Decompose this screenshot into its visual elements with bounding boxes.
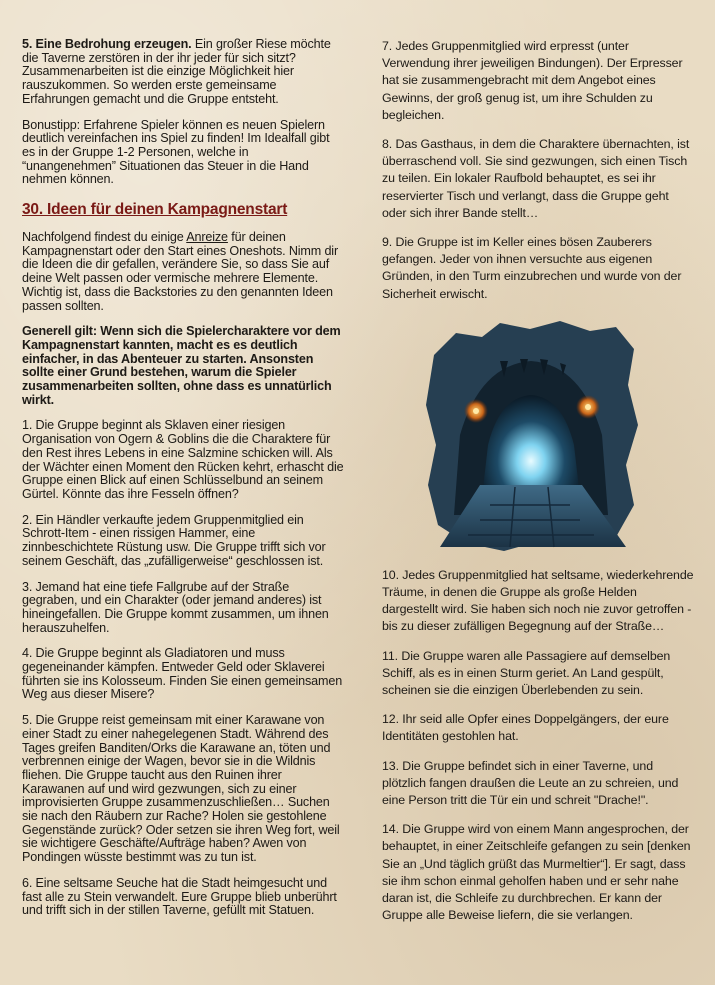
threat-text: Ein großer Riese möchte die Taverne zerstören in der ihr jeder für sich sitzt? Zusammenarbeiten ist die einzige Möglichkeit hier rauszukommen. So werden erste gemeinsame Erfahrungen gemacht und die Gruppe entsteht. xyxy=(22,37,331,106)
idea-item-7: 7. Jedes Gruppenmitglied wird erpresst (unter Verwendung ihrer jeweiligen Bindungen). Der Erpresser hat sie zusammengebracht mit dem Angebot eines Gewinns, der groß genug ist, um ihre Schulden zu begleichen. xyxy=(382,39,683,122)
idea-item-1: 1. Die Gruppe beginnt als Sklaven einer riesigen Organisation von Ogern & Goblins die die Charaktere für den Rest ihres Lebens in eine Salzmine schicken will. Als der Wächter einen Moment den Rücken kehrt, erhascht die Gruppe einen Blick auf einen Schlüsselbund an seinem Gürtel. Könnte das ihre Fesseln öffnen? xyxy=(22,418,344,501)
threat-title: 5. Eine Bedrohung erzeugen. xyxy=(22,37,192,51)
intro-text-b: für deinen Kampagnenstart oder den Start eines Oneshots. Nimm dir die Ideen die dir gefallen, verändere Sie, so dass Sie auf deine Welt passen oder vermische mehrere Elemente. Wichtig ist, dass die Backstories zu den genannten Ideen passen sollten. xyxy=(22,230,338,313)
idea-item-6: 6. Eine seltsame Seuche hat die Stadt heimgesucht und fast alle zu Stein verwandelt. Eure Gruppe blieb unberührt und trifft sich in der stillen Taverne, gefüllt mit Statuen. xyxy=(22,875,337,918)
section-heading: 30. Ideen für deinen Kampagnenstart xyxy=(22,201,288,219)
idea-item-12: 12. Ihr seid alle Opfer eines Doppelgängers, der eure Identitäten gestohlen hat. xyxy=(382,712,669,744)
idea-item-9: 9. Die Gruppe ist im Keller eines bösen Zauberers gefangen. Jeder von ihnen versuchte aus eigenen Gründen, in den Turm einzubrechen und wurde von der Sicherheit erwischt. xyxy=(382,235,682,301)
intro-text-a: Nachfolgend findest du einige xyxy=(22,230,187,245)
left-column xyxy=(22,38,344,930)
intro-paragraph xyxy=(22,231,344,313)
idea-item-8: 8. Das Gasthaus, in dem die Charaktere übernachten, ist überraschend voll. Sie sind gezwungen, sich einen Tisch zu teilen. Ein lokaler Raufbold behauptet, es sei ihr reservierter Tisch und verlangt, dass die Gruppe geht oder sich ihrer Bande stellt… xyxy=(382,137,690,220)
cave-illustration xyxy=(420,315,642,555)
idea-item-14: 14. Die Gruppe wird von einem Mann angesprochen, der behauptet, in einer Zeitschleife gefangen zu sein [denken Sie an „Und täglich grüßt das Murmeltier“]. Er sagt, dass sie ihm schon einmal geholfen haben und er sehr nahe daran ist, die Schleife zu durchbrechen. Er kann der Gruppe alle Beweise liefern, die sie verlangen. xyxy=(382,822,691,923)
general-rule-paragraph: Generell gilt: Wenn sich die Spielercharaktere vor dem Kampagnenstart kannten, macht es es deutlich einfacher, in das Abenteuer zu starten. Ansonsten sollte einer Grund bestehen, warum die Spieler zusammenarbeiten sollten, ohne dass es unnatürlich wirkt. xyxy=(22,324,341,407)
idea-item-3: 3. Jemand hat eine tiefe Fallgrube auf der Straße gegraben, und ein Charakter (oder jemand anderes) ist hineingefallen. Die Gruppe kommt zusammen, um ihnen herauszuhelfen. xyxy=(22,579,329,635)
idea-item-11: 11. Die Gruppe waren alle Passagiere auf demselben Schiff, als es in einen Sturm geriet. An Land gespült, scheinen sie die einzigen Überlebenden zu sein. xyxy=(382,648,671,698)
right-column xyxy=(382,38,694,937)
idea-item-10: 10. Jedes Gruppenmitglied hat seltsame, wiederkehrende Träume, in denen die Gruppe als große Helden dargestellt wird. Sie haben sich noch nie zuvor getroffen - bis zu dieser zufälligen Begegnung auf der Straße… xyxy=(382,567,694,634)
idea-item-2: 2. Ein Händler verkaufte jedem Gruppenmitglied ein Schrott-Item - einen rissigen Hammer, eine zinnbeschichtete Rüstung usw. Die Gruppe trifft sich vor seinem Geschäft, das „zufälligerweise“ geschlossen ist. xyxy=(22,512,326,568)
bonus-tip-paragraph: Bonustipp: Erfahrene Spieler können es neuen Spielern deutlich vereinfachen ins Spiel zu finden! Im Idealfall gibt es in der Gruppe 1-2 Personen, welche in “unangenehmen” Situationen das Steuer in die Hand nehmen können. xyxy=(22,117,330,187)
anreize-link[interactable]: Anreize xyxy=(186,230,228,245)
idea-item-4: 4. Die Gruppe beginnt als Gladiatoren und muss gegeneinander kämpfen. Entweder Geld oder Sklaverei führten sie ins Kolosseum. Finden Sie einen gemeinsamen Weg aus dieser Misere? xyxy=(22,646,343,702)
threat-paragraph xyxy=(22,38,344,107)
idea-item-5: 5. Die Gruppe reist gemeinsam mit einer Karawane von einer Stadt zu einer nahegelegenen Stadt. Während des Tages greifen Banditen/Orks die Karawane an, töten und verbrennen einige der Wagen, bevor sie in die Wildnis fliehen. Die Gruppe taucht aus den Ruinen ihrer Karawanen auf und wird gezwungen, sich zu einer improvisierten Gruppe zusammenzuschließen… Suchen sie nach den Räubern zur Rache? Holen sie gestohlene Gegenstände zurück? Oder setzen sie ihren Weg fort, weil sie wichtigere Geschäfte/Aufträge haben? Awen von Pondingen wüsste bestimmt was zu tun ist. xyxy=(22,713,340,865)
idea-item-13: 13. Die Gruppe befindet sich in einer Taverne, und plötzlich fangen draußen die Leute an zu schreien, und eine Person tritt die Tür ein und schreit "Drache!". xyxy=(382,758,679,808)
